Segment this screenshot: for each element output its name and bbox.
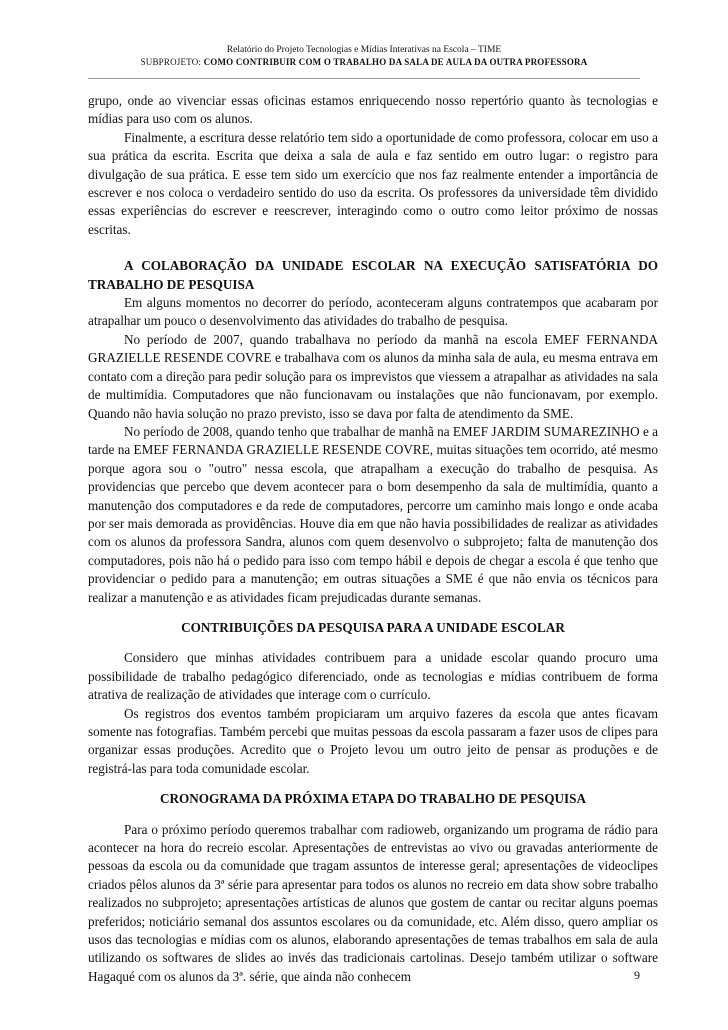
paragraph: Finalmente, a escritura desse relatório tem sido a oportunidade de como professora, colocar em uso a sua prática da escrita. Escrita que deixa a sala de aula e faz sentido em outro lugar: o registro para divulgação de sua prática. E esse tem sido um exercício que nos faz realmente entender a importância de escrever e nos coloca o verdadeiro sentido do uso da escrita. Os professores da universidade têm dividido essas experiências do escrever e reescrever, interagindo como o outro como leitor próximo de nossas escritas. <box>88 129 658 237</box>
paragraph: No período de 2007, quando trabalhava no período da manhã na escola EMEF FERNANDA GRAZIELLE RESENDE COVRE e trabalhava com os alunos da minha sala de aula, eu mesma entrava em contato com a direção para pedir solução para os imprevistos que viessem a atrapalhar as atividades na sala de multimídia. Computadores que não funcionavam ou instalações que não funcionavam, por exemplo. Quando não havia solução no prazo previsto, isso se dava por falta de atendimento da SME. <box>88 331 658 421</box>
paragraph: grupo, onde ao vivenciar essas oficinas estamos enriquecendo nosso repertório quanto às tecnologias e mídias para uso com os alunos. <box>88 93 658 127</box>
running-header <box>88 44 640 68</box>
header-title: Relatório do Projeto Tecnologias e Mídias Interativas na Escola – TIME <box>226 45 502 55</box>
header-sub-title: COMO CONTRIBUIR COM O TRABALHO DA SALA DE AULA DA OUTRA PROFESSORA <box>203 57 588 67</box>
paragraph: Para o próximo período queremos trabalhar com radioweb, organizando um programa de rádio para acontecer na hora do recreio escolar. Apresentações de entrevistas ao vivo ou gravadas anteriormente de pessoas da escola ou da comunidade que tragam assuntos de interesse geral; apresentações de videoclipes criados pêlos alunos da 3ª série para apresentar para todos os alunos no recreio em data show sobre trabalho realizados no subprojeto; apresentações artísticas de alunos que gostem de cantar ou recitar alguns poemas preferidos; noticiário semanal dos assuntos escolares ou da comunidade, etc. Além disso, quero ampliar os usos das tecnologias e mídias com os alunos, elaborando apresentações de temas trabalhos em sala de aula utilizando os softwares de slides ao invés das tradicionais cartolinas. Desejo também utilizar o software Hagaqué com os alunos da 3ª. série, que ainda não conhecem <box>88 821 658 984</box>
section-heading-cronograma: CRONOGRAMA DA PRÓXIMA ETAPA DO TRABALHO DE PESQUISA <box>159 791 587 807</box>
paragraph: Considero que minhas atividades contribuem para a unidade escolar quando procuro uma possibilidade de trabalho pedagógico diferenciado, onde as tecnologias e mídias contribuem de forma atrativa de realização de atividades que interage com o currículo. <box>88 650 658 703</box>
header-divider <box>88 78 640 79</box>
document-body <box>88 92 658 986</box>
section-heading-contribuicoes: CONTRIBUIÇÕES DA PESQUISA PARA A UNIDADE ESCOLAR <box>181 619 565 635</box>
paragraph: Em alguns momentos no decorrer do período, aconteceram alguns contratempos que acabaram por atrapalhar um pouco o desenvolvimento das atividades do trabalho de pesquisa. <box>88 295 658 329</box>
header-subtitle <box>88 56 640 68</box>
page-number: 9 <box>634 968 640 982</box>
header-sub-prefix: SUBPROJETO: <box>140 57 204 67</box>
paragraph: No período de 2008, quando tenho que trabalhar de manhã na EMEF JARDIM SUMAREZINHO e a tarde na EMEF FERNANDA GRAZIELLE RESENDE COVRE, muitas situações tem ocorrido, até mesmo porque agora sou o "outro" nessa escola, que atrapalham a execução do trabalho de pesquisa. As providencias que percebo que devem acontecer para o bom desempenho da sala de multimídia, quanto a manutenção dos computadores e da rede de computadores, percorre um caminho mais longo e onde acaba por ser mais demorada as providências. Houve dia em que não havia possibilidades de realizar as atividades com os alunos da professora Sandra, alunos com quem desenvolvo o subprojeto; falta de manutenção dos computadores, pois não há o pedido para isso com tempo hábil e depois de chegar a escola é que tenho que providenciar o pedido para a manutenção; em outras situações a SME é que não envia os técnicos para realizar a manutenção e as atividades ficam prejudicadas durante semanas. <box>88 423 658 605</box>
paragraph: Os registros dos eventos também propiciaram um arquivo fazeres da escola que antes ficavam somente nas fotografias. Também percebi que muitas pessoas da escola passaram a fazer usos de clipes para organizar essas produções. Acredito que o Projeto levou um outro jeito de pensar as produções e de registrá-las para toda comunidade escolar. <box>88 705 658 776</box>
section-heading-colaboracao: A COLABORAÇÃO DA UNIDADE ESCOLAR NA EXECUÇÃO SATISFATÓRIA DO TRABALHO DE PESQUISA <box>88 258 658 292</box>
